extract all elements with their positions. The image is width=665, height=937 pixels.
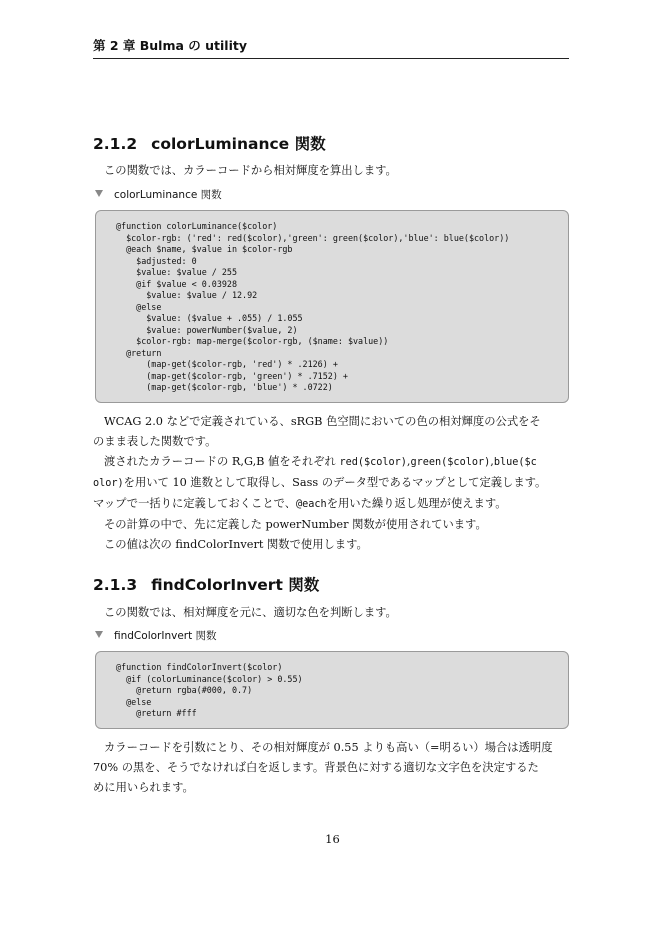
code-line: $color-rgb: ('red': red($color),'green': green($color),'blue': blue($color)): [116, 232, 510, 243]
section1-body: WCAG 2.0 などで定義されている、sRGB 色空間においての色の相対輝度の公式をそ のまま表した関数です。 渡されたカラーコードの R,G,B 値をそれぞれ red($color),green($color),blue($c olor)を用いて 10 進数として取得し、Sass のデータ型であるマップとして定義します。 マップで一括りに定義しておくことで、@eachを用いた繰り返し処理が使えます。 その計算の中で、先に定義した powerNumber 関数が使用されています。 この値は次の findColorInvert 関数で使用します。: [93, 412, 571, 555]
section1-intro: この関数では、カラーコードから相対輝度を算出します。: [104, 164, 397, 177]
collapse-triangle-icon: [95, 631, 103, 638]
code-line: $value: $value / 255: [116, 267, 238, 277]
section-title: findColorInvert 関数: [151, 576, 320, 594]
code-line: @each $name, $value in $color-rgb: [116, 244, 293, 254]
code-block-color-luminance: [95, 210, 569, 403]
code-line: @return: [116, 347, 162, 358]
code-line: $value: ($value + .055) / 1.055: [116, 313, 303, 323]
code-line: $value: $value / 12.92: [116, 290, 258, 300]
code-line: @else: [116, 696, 152, 707]
section-number: 2.1.2: [93, 135, 138, 153]
code-line: @function colorLuminance($color): [116, 221, 278, 231]
code-listing: [96, 652, 568, 720]
code-listing: [96, 211, 568, 394]
section-number: 2.1.3: [93, 576, 138, 594]
section-heading-color-luminance: [93, 132, 326, 154]
code-line: @function findColorInvert($color): [116, 662, 283, 672]
section-heading-find-color-invert: [93, 573, 319, 595]
code-caption-find-color-invert: findColorInvert 関数: [95, 628, 217, 643]
paragraph-rgb: 渡されたカラーコードの R,G,B 値をそれぞれ red($color),green($color),blue($c: [104, 455, 537, 468]
code-line: @if $value < 0.03928: [116, 278, 238, 289]
collapse-triangle-icon: [95, 190, 103, 197]
code-line: @if (colorLuminance($color) > 0.55): [116, 673, 303, 684]
section2-intro: この関数では、相対輝度を元に、適切な色を判断します。: [104, 606, 397, 619]
code-block-find-color-invert: [95, 651, 569, 729]
code-line: @else: [116, 301, 162, 312]
code-line: (map-get($color-rgb, 'green') * .7152) +: [116, 370, 348, 381]
code-line: $value: powerNumber($value, 2): [116, 324, 298, 335]
code-line: (map-get($color-rgb, 'red') * .2126) +: [116, 359, 338, 369]
code-line: @return rgba(#000, 0.7): [116, 685, 253, 695]
code-line: (map-get($color-rgb, 'blue') * .0722): [116, 382, 333, 392]
code-caption-color-luminance: colorLuminance 関数: [95, 187, 222, 202]
code-line: $adjusted: 0: [116, 255, 197, 266]
code-line: $color-rgb: map-merge($color-rgb, ($name: $value)): [116, 336, 389, 346]
running-header: 第 2 章 Bulma の utility: [93, 36, 569, 59]
section-title: colorLuminance 関数: [151, 135, 326, 153]
section2-body: カラーコードを引数にとり、その相対輝度が 0.55 よりも高い（=明るい）場合は透明度 70% の黒を、そうでなければ白を返します。背景色に対する適切な文字色を決定するた めに用いられます。: [93, 741, 553, 794]
code-line: @return #fff: [116, 708, 197, 718]
page-number: 16: [325, 832, 340, 846]
